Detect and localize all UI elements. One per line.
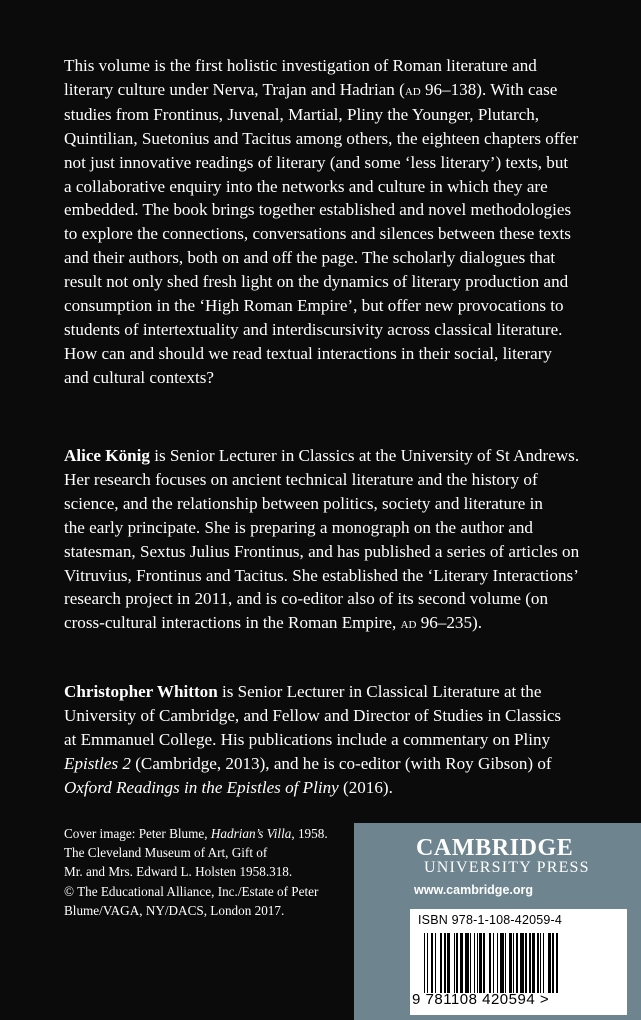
publisher-panel: [354, 823, 641, 1020]
barcode-icon: [424, 933, 624, 993]
credit-line: © The Educational Alliance, Inc./Estate of Peter: [64, 883, 319, 899]
description-line: not just innovative readings of literary (and some ‘less literary’) texts, but: [64, 152, 569, 172]
author-bio-konig: [64, 444, 604, 636]
bio-line: Alice König is Senior Lecturer in Classics at the University of St Andrews.: [64, 446, 580, 465]
author-bio-whitton: [64, 680, 604, 800]
artwork-title: Hadrian’s Villa: [210, 826, 292, 841]
credit-line: The Cleveland Museum of Art, Gift of: [64, 845, 268, 861]
barcode-number: 9 781108 420594 >: [412, 991, 550, 1008]
bio-line: Oxford Readings in the Epistles of Pliny (2016).: [64, 777, 393, 797]
cover-image-credits: [64, 824, 344, 920]
barcode-label: [410, 909, 627, 1015]
description-line: students of intertextuality and interdiscursivity across classical literature.: [64, 319, 563, 339]
description-line: This volume is the first holistic investigation of Roman literature and: [64, 56, 537, 75]
bio-line: science, and the relationship between politics, society and literature in: [64, 493, 543, 513]
bio-line: the early principate. She is preparing a monograph on the author and: [64, 517, 533, 537]
publisher-website: www.cambridge.org: [414, 883, 534, 897]
credit-line: Mr. and Mrs. Edward L. Holsten 1958.318.: [64, 864, 293, 880]
bio-line: Vitruvius, Frontinus and Tacitus. She established the ‘Literary Interactions’: [64, 565, 579, 585]
description-line: consumption in the ‘High Roman Empire’, but offer new provocations to: [64, 296, 564, 316]
description-line: How can and should we read textual interactions in their social, literary: [64, 343, 552, 363]
description-line: a collaborative enquiry into the networks and culture in which they are: [64, 176, 548, 196]
publisher-name: CAMBRIDGE: [416, 835, 574, 861]
bio-line: cross-cultural interactions in the Roman Empire, ad 96–235).: [64, 613, 482, 633]
bio-line: Her research focuses on ancient technical literature and the history of: [64, 469, 538, 489]
bio-line: Epistles 2 (Cambridge, 2013), and he is co-editor (with Roy Gibson) of: [64, 753, 552, 773]
bio-line: Christopher Whitton is Senior Lecturer in Classical Literature at the: [64, 682, 542, 701]
isbn-text: ISBN 978-1-108-42059-4: [418, 913, 563, 927]
book-title: Oxford Readings in the Epistles of Pliny: [64, 777, 339, 797]
credit-line: Cover image: Peter Blume, Hadrian’s Villa, 1958.: [64, 826, 328, 841]
era-abbreviation: ad: [404, 80, 421, 99]
description-line: Quintilian, Suetonius and Tacitus among others, the eighteen chapters offer: [64, 128, 579, 148]
description-line: embedded. The book brings together established and novel methodologies: [64, 200, 572, 220]
bio-line: statesman, Sextus Julius Frontinus, and has published a series of articles on: [64, 541, 580, 561]
bio-line: at Emmanuel College. His publications include a commentary on Pliny: [64, 729, 551, 749]
description-line: and cultural contexts?: [64, 367, 214, 387]
author-name: Christopher Whitton: [64, 682, 218, 701]
description-line: result not only shed fresh light on the dynamics of literary production and: [64, 272, 569, 292]
description-line: literary culture under Nerva, Trajan and Hadrian (ad 96–138). With case: [64, 79, 558, 99]
book-title: Epistles 2: [64, 753, 131, 773]
publisher-subtitle: UNIVERSITY PRESS: [424, 859, 590, 876]
book-description: [64, 54, 604, 390]
bio-line: University of Cambridge, and Fellow and Director of Studies in Classics: [64, 705, 562, 725]
description-line: to explore the connections, conversations and silences between these texts: [64, 224, 571, 244]
description-line: and their authors, both on and off the page. The scholarly dialogues that: [64, 248, 556, 268]
description-line: studies from Frontinus, Juvenal, Martial, Pliny the Younger, Plutarch,: [64, 104, 540, 124]
era-abbreviation: ad: [400, 614, 417, 633]
author-name: Alice König: [64, 446, 150, 465]
credit-line: Blume/VAGA, NY/DACS, London 2017.: [64, 902, 285, 918]
bio-line: research project in 2011, and is co-editor also of its second volume (on: [64, 589, 549, 609]
